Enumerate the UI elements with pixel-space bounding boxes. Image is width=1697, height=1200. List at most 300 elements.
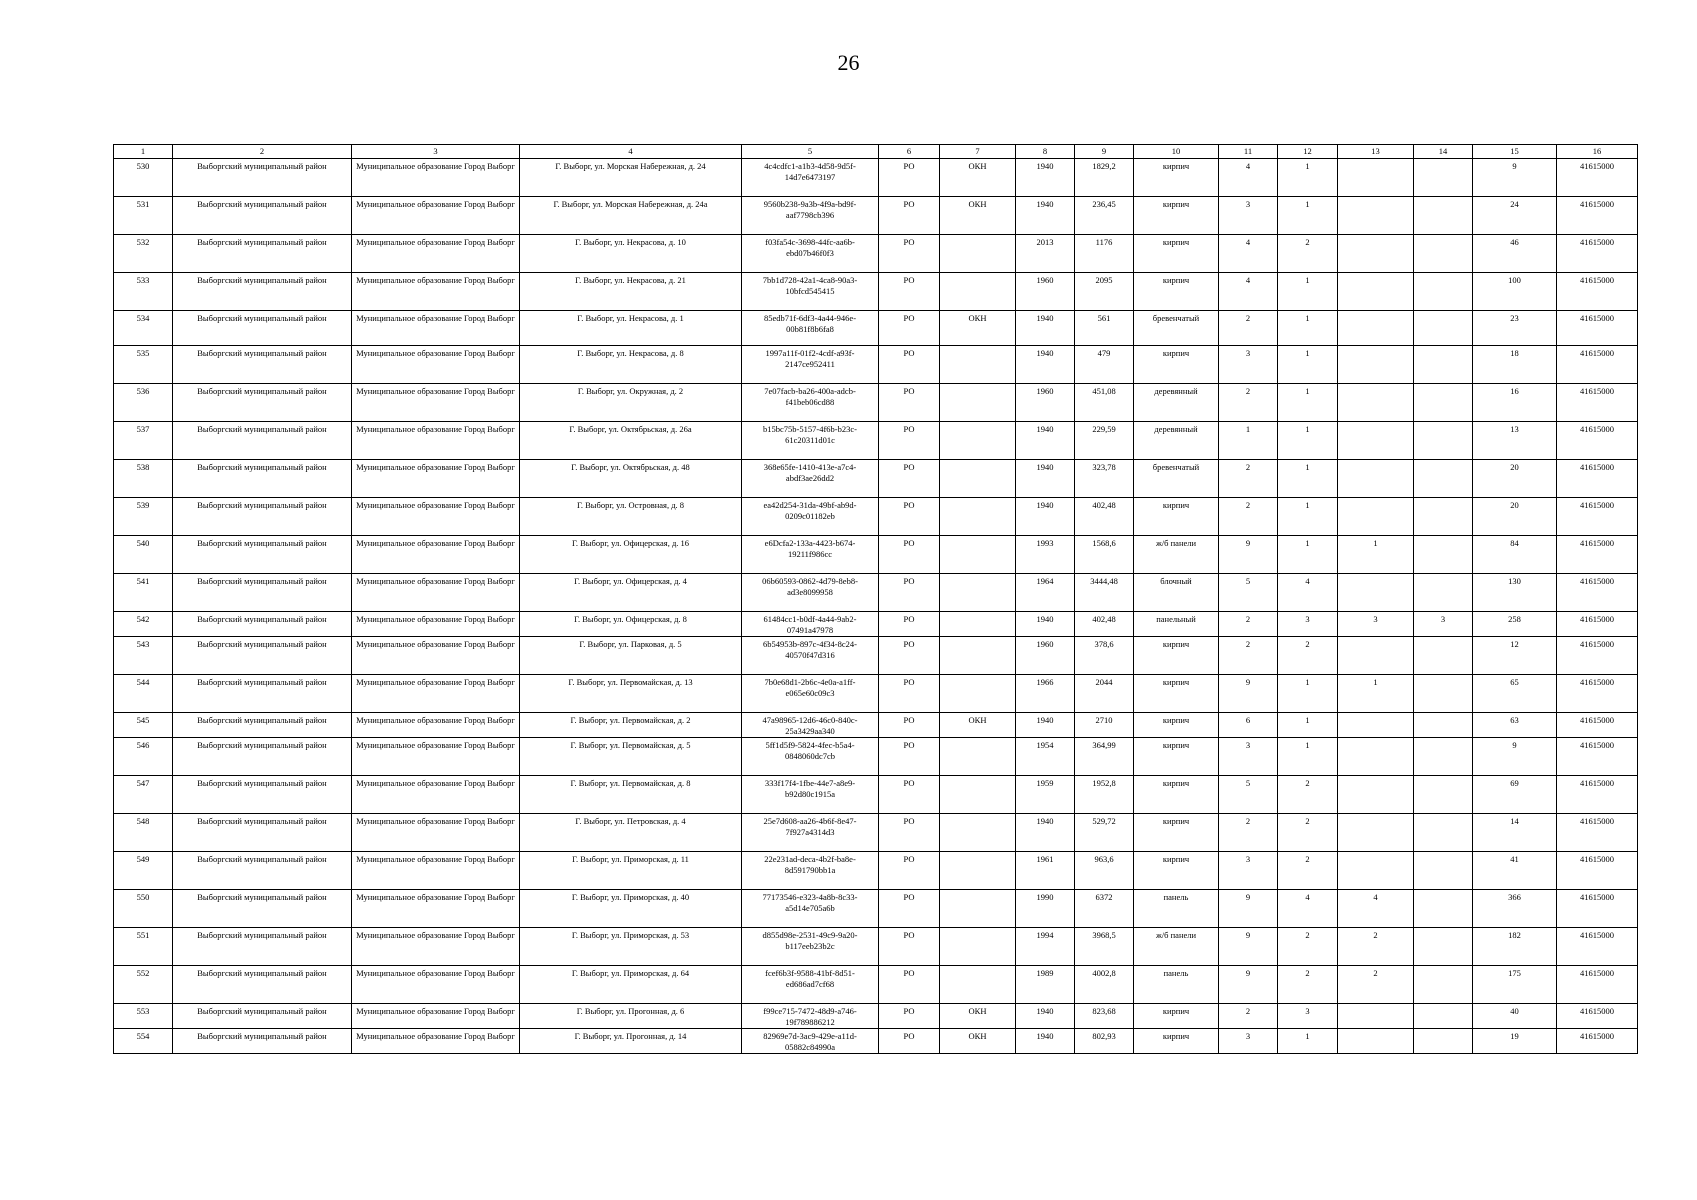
- cell-house-id: 77173546-e323-4a8b-8c33-a5d14e705a6b: [742, 890, 879, 928]
- cell-district: Выборгский муниципальный район: [173, 460, 352, 498]
- cell-year-built: 1940: [1016, 159, 1075, 197]
- cell-floors: 2: [1219, 311, 1278, 346]
- cell-municipality: Муниципальное образование Город Выборг: [352, 422, 520, 460]
- cell-district: Выборгский муниципальный район: [173, 612, 352, 637]
- cell-type: РО: [879, 966, 940, 1004]
- cell-apartments: 63: [1473, 713, 1557, 738]
- cell-wall-material: кирпич: [1134, 159, 1219, 197]
- cell-entrances: 2: [1278, 852, 1338, 890]
- cell-area: 1829,2: [1075, 159, 1134, 197]
- cell-row-number: 534: [114, 311, 173, 346]
- cell-heritage-status: [940, 422, 1016, 460]
- cell-wall-material: кирпич: [1134, 738, 1219, 776]
- cell-apartments: 46: [1473, 235, 1557, 273]
- cell-row-number: 543: [114, 637, 173, 675]
- cell-lifts-extra: [1414, 776, 1473, 814]
- cell-floors: 2: [1219, 814, 1278, 852]
- cell-elevators: [1338, 713, 1414, 738]
- cell-year-built: 1940: [1016, 1004, 1075, 1029]
- cell-oktmo: 41615000: [1557, 890, 1638, 928]
- cell-row-number: 539: [114, 498, 173, 536]
- cell-wall-material: панельный: [1134, 612, 1219, 637]
- cell-apartments: 12: [1473, 637, 1557, 675]
- cell-house-id: f99ce715-7472-48d9-a746-19f789886212: [742, 1004, 879, 1029]
- cell-municipality: Муниципальное образование Город Выборг: [352, 637, 520, 675]
- cell-entrances: 1: [1278, 346, 1338, 384]
- cell-entrances: 1: [1278, 311, 1338, 346]
- cell-year-built: 1964: [1016, 574, 1075, 612]
- cell-wall-material: кирпич: [1134, 346, 1219, 384]
- cell-apartments: 41: [1473, 852, 1557, 890]
- cell-district: Выборгский муниципальный район: [173, 574, 352, 612]
- cell-row-number: 551: [114, 928, 173, 966]
- column-header: 8: [1016, 145, 1075, 159]
- cell-lifts-extra: [1414, 384, 1473, 422]
- cell-oktmo: 41615000: [1557, 574, 1638, 612]
- cell-municipality: Муниципальное образование Город Выборг: [352, 928, 520, 966]
- cell-apartments: 19: [1473, 1029, 1557, 1054]
- cell-oktmo: 41615000: [1557, 159, 1638, 197]
- cell-heritage-status: [940, 637, 1016, 675]
- cell-oktmo: 41615000: [1557, 776, 1638, 814]
- cell-apartments: 9: [1473, 159, 1557, 197]
- cell-elevators: 1: [1338, 675, 1414, 713]
- cell-row-number: 536: [114, 384, 173, 422]
- cell-heritage-status: [940, 612, 1016, 637]
- cell-apartments: 182: [1473, 928, 1557, 966]
- cell-apartments: 69: [1473, 776, 1557, 814]
- table-row: [114, 738, 1638, 776]
- cell-address: Г. Выборг, ул. Октябрьская, д. 48: [520, 460, 742, 498]
- cell-district: Выборгский муниципальный район: [173, 814, 352, 852]
- cell-row-number: 545: [114, 713, 173, 738]
- cell-municipality: Муниципальное образование Город Выборг: [352, 890, 520, 928]
- table-row: [114, 346, 1638, 384]
- cell-entrances: 1: [1278, 384, 1338, 422]
- cell-elevators: [1338, 1004, 1414, 1029]
- table-row: [114, 612, 1638, 637]
- cell-floors: 9: [1219, 928, 1278, 966]
- column-header: 16: [1557, 145, 1638, 159]
- cell-entrances: 1: [1278, 460, 1338, 498]
- cell-year-built: 1940: [1016, 713, 1075, 738]
- table-row: [114, 928, 1638, 966]
- cell-apartments: 20: [1473, 460, 1557, 498]
- cell-address: Г. Выборг, ул. Приморская, д. 40: [520, 890, 742, 928]
- cell-lifts-extra: [1414, 1029, 1473, 1054]
- cell-wall-material: кирпич: [1134, 637, 1219, 675]
- table-row: [114, 890, 1638, 928]
- cell-area: 802,93: [1075, 1029, 1134, 1054]
- cell-district: Выборгский муниципальный район: [173, 384, 352, 422]
- cell-row-number: 547: [114, 776, 173, 814]
- cell-district: Выборгский муниципальный район: [173, 311, 352, 346]
- cell-row-number: 541: [114, 574, 173, 612]
- column-header: 6: [879, 145, 940, 159]
- cell-apartments: 175: [1473, 966, 1557, 1004]
- cell-wall-material: блочный: [1134, 574, 1219, 612]
- cell-lifts-extra: [1414, 422, 1473, 460]
- cell-district: Выборгский муниципальный район: [173, 675, 352, 713]
- cell-house-id: b15bc75b-5157-4f6b-b23c-61c20311d01c: [742, 422, 879, 460]
- cell-elevators: [1338, 1029, 1414, 1054]
- table-row: [114, 498, 1638, 536]
- cell-municipality: Муниципальное образование Город Выборг: [352, 574, 520, 612]
- cell-lifts-extra: [1414, 890, 1473, 928]
- cell-type: РО: [879, 197, 940, 235]
- cell-elevators: [1338, 852, 1414, 890]
- cell-wall-material: кирпич: [1134, 1029, 1219, 1054]
- cell-apartments: 23: [1473, 311, 1557, 346]
- column-header: 3: [352, 145, 520, 159]
- cell-row-number: 548: [114, 814, 173, 852]
- cell-type: РО: [879, 536, 940, 574]
- cell-oktmo: 41615000: [1557, 384, 1638, 422]
- cell-municipality: Муниципальное образование Город Выборг: [352, 197, 520, 235]
- cell-house-id: 5ff1d5f9-5824-4fec-b5a4-0848060dc7cb: [742, 738, 879, 776]
- cell-type: РО: [879, 713, 940, 738]
- cell-house-id: fcef6b3f-9588-41bf-8d51-ed686ad7cf68: [742, 966, 879, 1004]
- cell-elevators: 1: [1338, 536, 1414, 574]
- cell-wall-material: кирпич: [1134, 675, 1219, 713]
- cell-municipality: Муниципальное образование Город Выборг: [352, 814, 520, 852]
- column-header: 11: [1219, 145, 1278, 159]
- cell-floors: 5: [1219, 776, 1278, 814]
- cell-type: РО: [879, 637, 940, 675]
- page-number: 26: [837, 50, 860, 75]
- cell-year-built: 1940: [1016, 197, 1075, 235]
- cell-house-id: 61484cc1-b0df-4a44-9ab2-07491a47978: [742, 612, 879, 637]
- cell-wall-material: кирпич: [1134, 1004, 1219, 1029]
- cell-house-id: 06b60593-0862-4d79-8eb8-ad3e8099958: [742, 574, 879, 612]
- cell-area: 561: [1075, 311, 1134, 346]
- column-header: 5: [742, 145, 879, 159]
- cell-year-built: 1960: [1016, 637, 1075, 675]
- cell-address: Г. Выборг, ул. Некрасова, д. 21: [520, 273, 742, 311]
- cell-heritage-status: [940, 928, 1016, 966]
- cell-floors: 2: [1219, 1004, 1278, 1029]
- cell-entrances: 2: [1278, 928, 1338, 966]
- cell-house-id: 22e231ad-deca-4b2f-ba8e-8d591790bb1a: [742, 852, 879, 890]
- column-header: 4: [520, 145, 742, 159]
- cell-oktmo: 41615000: [1557, 852, 1638, 890]
- cell-area: 529,72: [1075, 814, 1134, 852]
- cell-year-built: 1960: [1016, 384, 1075, 422]
- cell-oktmo: 41615000: [1557, 273, 1638, 311]
- cell-elevators: [1338, 422, 1414, 460]
- cell-year-built: 1940: [1016, 498, 1075, 536]
- cell-municipality: Муниципальное образование Город Выборг: [352, 612, 520, 637]
- cell-elevators: [1338, 197, 1414, 235]
- cell-district: Выборгский муниципальный район: [173, 890, 352, 928]
- cell-type: РО: [879, 738, 940, 776]
- cell-entrances: 2: [1278, 637, 1338, 675]
- cell-lifts-extra: [1414, 536, 1473, 574]
- cell-elevators: [1338, 776, 1414, 814]
- cell-apartments: 130: [1473, 574, 1557, 612]
- cell-house-id: 333f17f4-1fbe-44e7-a8e9-b92d80c1915a: [742, 776, 879, 814]
- cell-heritage-status: ОКН: [940, 713, 1016, 738]
- cell-address: Г. Выборг, ул. Первомайская, д. 13: [520, 675, 742, 713]
- cell-elevators: [1338, 498, 1414, 536]
- cell-wall-material: деревянный: [1134, 422, 1219, 460]
- cell-entrances: 2: [1278, 776, 1338, 814]
- cell-municipality: Муниципальное образование Город Выборг: [352, 498, 520, 536]
- cell-wall-material: кирпич: [1134, 814, 1219, 852]
- table-row: [114, 197, 1638, 235]
- table-row: [114, 574, 1638, 612]
- cell-area: 4002,8: [1075, 966, 1134, 1004]
- cell-area: 402,48: [1075, 498, 1134, 536]
- cell-municipality: Муниципальное образование Город Выборг: [352, 235, 520, 273]
- cell-floors: 9: [1219, 966, 1278, 1004]
- cell-elevators: [1338, 460, 1414, 498]
- cell-municipality: Муниципальное образование Город Выборг: [352, 536, 520, 574]
- table-row: [114, 460, 1638, 498]
- cell-oktmo: 41615000: [1557, 197, 1638, 235]
- cell-row-number: 533: [114, 273, 173, 311]
- cell-row-number: 530: [114, 159, 173, 197]
- cell-entrances: 1: [1278, 498, 1338, 536]
- cell-entrances: 4: [1278, 890, 1338, 928]
- cell-entrances: 2: [1278, 814, 1338, 852]
- cell-house-id: 82969e7d-3ac9-429e-a11d-05882c84990a: [742, 1029, 879, 1054]
- header-row: [114, 145, 1638, 159]
- cell-apartments: 100: [1473, 273, 1557, 311]
- cell-type: РО: [879, 852, 940, 890]
- cell-address: Г. Выборг, ул. Октябрьская, д. 26а: [520, 422, 742, 460]
- cell-type: РО: [879, 422, 940, 460]
- cell-lifts-extra: [1414, 346, 1473, 384]
- cell-address: Г. Выборг, ул. Прогонная, д. 6: [520, 1004, 742, 1029]
- cell-house-id: 368e65fe-1410-413e-a7c4-abdf3ae26dd2: [742, 460, 879, 498]
- cell-heritage-status: [940, 852, 1016, 890]
- cell-oktmo: 41615000: [1557, 675, 1638, 713]
- cell-year-built: 1959: [1016, 776, 1075, 814]
- cell-year-built: 1993: [1016, 536, 1075, 574]
- table-row: [114, 235, 1638, 273]
- cell-house-id: 1997a11f-01f2-4cdf-a93f-2147ce952411: [742, 346, 879, 384]
- cell-area: 229,59: [1075, 422, 1134, 460]
- cell-lifts-extra: [1414, 637, 1473, 675]
- cell-address: Г. Выборг, ул. Первомайская, д. 5: [520, 738, 742, 776]
- cell-year-built: 1994: [1016, 928, 1075, 966]
- cell-row-number: 538: [114, 460, 173, 498]
- cell-house-id: d855d98e-2531-49c9-9a20-b117eeb23b2c: [742, 928, 879, 966]
- cell-house-id: 4c4cdfc1-a1b3-4d58-9d5f-14d7e6473197: [742, 159, 879, 197]
- cell-municipality: Муниципальное образование Город Выборг: [352, 460, 520, 498]
- cell-entrances: 3: [1278, 612, 1338, 637]
- cell-municipality: Муниципальное образование Город Выборг: [352, 852, 520, 890]
- cell-lifts-extra: [1414, 159, 1473, 197]
- cell-elevators: 2: [1338, 966, 1414, 1004]
- cell-address: Г. Выборг, ул. Некрасова, д. 10: [520, 235, 742, 273]
- cell-municipality: Муниципальное образование Город Выборг: [352, 776, 520, 814]
- cell-lifts-extra: [1414, 814, 1473, 852]
- cell-area: 479: [1075, 346, 1134, 384]
- cell-heritage-status: [940, 460, 1016, 498]
- cell-entrances: 1: [1278, 159, 1338, 197]
- cell-area: 323,78: [1075, 460, 1134, 498]
- cell-elevators: [1338, 273, 1414, 311]
- cell-row-number: 531: [114, 197, 173, 235]
- cell-entrances: 1: [1278, 536, 1338, 574]
- cell-year-built: 1960: [1016, 273, 1075, 311]
- cell-apartments: 14: [1473, 814, 1557, 852]
- cell-year-built: 1966: [1016, 675, 1075, 713]
- cell-type: РО: [879, 460, 940, 498]
- cell-wall-material: деревянный: [1134, 384, 1219, 422]
- cell-row-number: 552: [114, 966, 173, 1004]
- cell-house-id: 85edb71f-6df3-4a44-946e-00b81f8b6fa8: [742, 311, 879, 346]
- cell-area: 1568,6: [1075, 536, 1134, 574]
- cell-type: РО: [879, 612, 940, 637]
- cell-lifts-extra: 3: [1414, 612, 1473, 637]
- cell-type: РО: [879, 574, 940, 612]
- cell-floors: 1: [1219, 422, 1278, 460]
- cell-year-built: 1990: [1016, 890, 1075, 928]
- cell-wall-material: ж/б панели: [1134, 536, 1219, 574]
- cell-house-id: ea42d254-31da-49bf-ab9d-0209c01182eb: [742, 498, 879, 536]
- cell-heritage-status: ОКН: [940, 197, 1016, 235]
- cell-house-id: 47a98965-12d6-46c0-840c-25a3429aa340: [742, 713, 879, 738]
- cell-wall-material: кирпич: [1134, 235, 1219, 273]
- cell-house-id: 7bb1d728-42a1-4ca8-90a3-10bfcd545415: [742, 273, 879, 311]
- cell-heritage-status: [940, 814, 1016, 852]
- cell-floors: 2: [1219, 612, 1278, 637]
- cell-area: 823,68: [1075, 1004, 1134, 1029]
- cell-address: Г. Выборг, ул. Окружная, д. 2: [520, 384, 742, 422]
- cell-district: Выборгский муниципальный район: [173, 346, 352, 384]
- cell-type: РО: [879, 1004, 940, 1029]
- cell-type: РО: [879, 159, 940, 197]
- cell-type: РО: [879, 235, 940, 273]
- cell-lifts-extra: [1414, 1004, 1473, 1029]
- cell-apartments: 84: [1473, 536, 1557, 574]
- cell-row-number: 542: [114, 612, 173, 637]
- cell-municipality: Муниципальное образование Город Выборг: [352, 1004, 520, 1029]
- cell-municipality: Муниципальное образование Город Выборг: [352, 273, 520, 311]
- cell-district: Выборгский муниципальный район: [173, 713, 352, 738]
- cell-address: Г. Выборг, ул. Морская Набережная, д. 24: [520, 159, 742, 197]
- cell-area: 6372: [1075, 890, 1134, 928]
- cell-district: Выборгский муниципальный район: [173, 928, 352, 966]
- cell-oktmo: 41615000: [1557, 422, 1638, 460]
- cell-lifts-extra: [1414, 197, 1473, 235]
- cell-wall-material: панель: [1134, 890, 1219, 928]
- cell-type: РО: [879, 311, 940, 346]
- cell-area: 378,6: [1075, 637, 1134, 675]
- cell-oktmo: 41615000: [1557, 498, 1638, 536]
- cell-type: РО: [879, 1029, 940, 1054]
- table-row: [114, 311, 1638, 346]
- cell-entrances: 1: [1278, 738, 1338, 776]
- cell-entrances: 2: [1278, 235, 1338, 273]
- cell-oktmo: 41615000: [1557, 966, 1638, 1004]
- table-row: [114, 966, 1638, 1004]
- cell-heritage-status: [940, 574, 1016, 612]
- cell-heritage-status: [940, 498, 1016, 536]
- cell-entrances: 1: [1278, 273, 1338, 311]
- cell-heritage-status: [940, 346, 1016, 384]
- cell-year-built: 2013: [1016, 235, 1075, 273]
- cell-floors: 2: [1219, 384, 1278, 422]
- table-row: [114, 159, 1638, 197]
- cell-lifts-extra: [1414, 928, 1473, 966]
- cell-floors: 9: [1219, 536, 1278, 574]
- cell-entrances: 1: [1278, 1029, 1338, 1054]
- cell-address: Г. Выборг, ул. Некрасова, д. 8: [520, 346, 742, 384]
- cell-area: 1952,8: [1075, 776, 1134, 814]
- cell-district: Выборгский муниципальный район: [173, 159, 352, 197]
- cell-floors: 3: [1219, 346, 1278, 384]
- cell-year-built: 1940: [1016, 814, 1075, 852]
- cell-elevators: [1338, 311, 1414, 346]
- cell-heritage-status: [940, 738, 1016, 776]
- cell-type: РО: [879, 890, 940, 928]
- cell-oktmo: 41615000: [1557, 713, 1638, 738]
- cell-entrances: 1: [1278, 197, 1338, 235]
- cell-oktmo: 41615000: [1557, 346, 1638, 384]
- column-header: 13: [1338, 145, 1414, 159]
- cell-heritage-status: [940, 966, 1016, 1004]
- cell-type: РО: [879, 346, 940, 384]
- cell-year-built: 1989: [1016, 966, 1075, 1004]
- cell-address: Г. Выборг, ул. Приморская, д. 53: [520, 928, 742, 966]
- cell-elevators: [1338, 159, 1414, 197]
- cell-district: Выборгский муниципальный район: [173, 852, 352, 890]
- cell-heritage-status: [940, 536, 1016, 574]
- cell-area: 402,48: [1075, 612, 1134, 637]
- cell-lifts-extra: [1414, 852, 1473, 890]
- cell-oktmo: 41615000: [1557, 536, 1638, 574]
- table-body: [114, 159, 1638, 1054]
- cell-entrances: 1: [1278, 713, 1338, 738]
- cell-oktmo: 41615000: [1557, 637, 1638, 675]
- table-row: [114, 637, 1638, 675]
- cell-floors: 3: [1219, 1029, 1278, 1054]
- cell-floors: 9: [1219, 890, 1278, 928]
- cell-entrances: 1: [1278, 675, 1338, 713]
- column-header: 14: [1414, 145, 1473, 159]
- cell-district: Выборгский муниципальный район: [173, 422, 352, 460]
- cell-area: 963,6: [1075, 852, 1134, 890]
- cell-district: Выборгский муниципальный район: [173, 966, 352, 1004]
- cell-address: Г. Выборг, ул. Островная, д. 8: [520, 498, 742, 536]
- cell-area: 3444,48: [1075, 574, 1134, 612]
- cell-oktmo: 41615000: [1557, 1029, 1638, 1054]
- cell-apartments: 40: [1473, 1004, 1557, 1029]
- cell-apartments: 20: [1473, 498, 1557, 536]
- cell-row-number: 532: [114, 235, 173, 273]
- table-header: [114, 145, 1638, 159]
- cell-address: Г. Выборг, ул. Первомайская, д. 2: [520, 713, 742, 738]
- cell-floors: 3: [1219, 738, 1278, 776]
- cell-lifts-extra: [1414, 273, 1473, 311]
- cell-floors: 4: [1219, 159, 1278, 197]
- cell-district: Выборгский муниципальный район: [173, 536, 352, 574]
- cell-oktmo: 41615000: [1557, 311, 1638, 346]
- table-row: [114, 384, 1638, 422]
- cell-municipality: Муниципальное образование Город Выборг: [352, 311, 520, 346]
- cell-apartments: 13: [1473, 422, 1557, 460]
- cell-house-id: 7b0e68d1-2b6c-4e0a-a1ff-e065e60c09c3: [742, 675, 879, 713]
- cell-house-id: 6b54953b-897c-4f34-8c24-40570f47d316: [742, 637, 879, 675]
- cell-floors: 9: [1219, 675, 1278, 713]
- cell-oktmo: 41615000: [1557, 738, 1638, 776]
- column-header: 7: [940, 145, 1016, 159]
- cell-row-number: 553: [114, 1004, 173, 1029]
